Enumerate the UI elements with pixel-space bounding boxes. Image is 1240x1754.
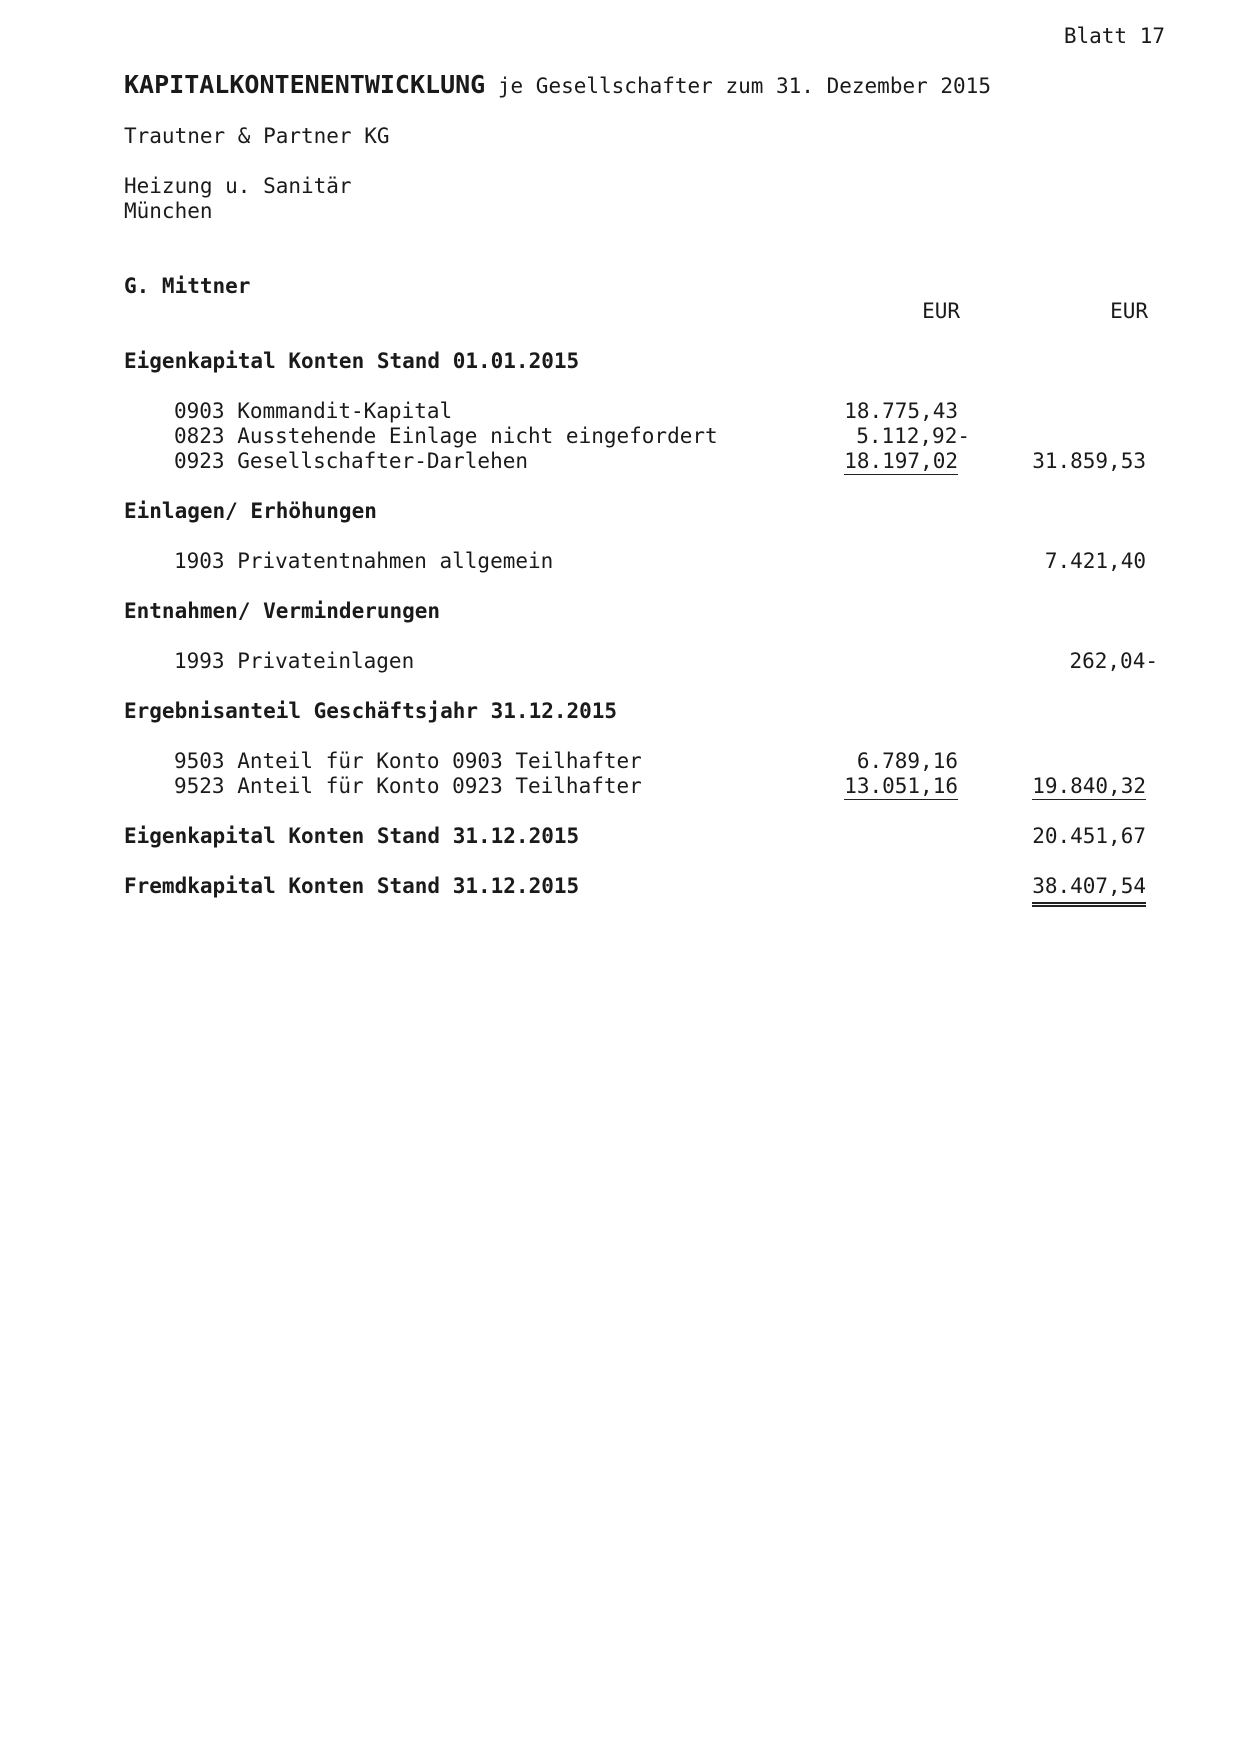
- row-value-col1: 6.789,16: [856, 749, 958, 773]
- row-label: 1993 Privateinlagen: [174, 649, 415, 673]
- title-bold: KAPITALKONTENENTWICKLUNG: [124, 70, 486, 99]
- company-line-1: Heizung u. Sanitär: [124, 174, 352, 198]
- section-heading: Einlagen/ Erhöhungen: [124, 499, 377, 523]
- row-value-col1: 5.112,92-: [856, 424, 970, 448]
- page-label: Blatt 17: [1063, 24, 1165, 48]
- equity-total-value: 20.451,67: [1032, 824, 1146, 848]
- row-label: 0823 Ausstehende Einlage nicht eingefordert: [174, 424, 718, 448]
- document-title: [124, 72, 991, 97]
- row-value-col2: 31.859,53: [1032, 449, 1146, 473]
- column-header-1: EUR: [922, 299, 960, 323]
- section-heading: Eigenkapital Konten Stand 01.01.2015: [124, 349, 580, 373]
- debt-total-value: 38.407,54: [1032, 876, 1146, 907]
- row-value-col2: 19.840,32: [1032, 774, 1146, 798]
- row-value-col1: 18.775,43: [844, 399, 958, 423]
- company-name: Trautner & Partner KG: [124, 124, 390, 148]
- row-value-col1: 13.051,16: [844, 774, 958, 798]
- title-rest: je Gesellschafter zum 31. Dezember 2015: [485, 74, 991, 98]
- partner-name: G. Mittner: [124, 274, 251, 298]
- section-heading: Ergebnisanteil Geschäftsjahr 31.12.2015: [124, 699, 618, 723]
- section-heading: Entnahmen/ Verminderungen: [124, 599, 441, 623]
- row-label: 9523 Anteil für Konto 0923 Teilhafter: [174, 774, 642, 798]
- company-line-2: München: [124, 199, 213, 223]
- row-value-col2: 262,04-: [1069, 649, 1158, 673]
- column-header-2: EUR: [1110, 299, 1148, 323]
- equity-total-label: Eigenkapital Konten Stand 31.12.2015: [124, 824, 580, 848]
- row-value-col1: 18.197,02: [844, 449, 958, 473]
- row-label: 0903 Kommandit-Kapital: [174, 399, 453, 423]
- row-label: 1903 Privatentnahmen allgemein: [174, 549, 554, 573]
- row-value-col2: 7.421,40: [1044, 549, 1146, 573]
- debt-total-label: Fremdkapital Konten Stand 31.12.2015: [124, 874, 580, 898]
- row-label: 9503 Anteil für Konto 0903 Teilhafter: [174, 749, 642, 773]
- row-label: 0923 Gesellschafter-Darlehen: [174, 449, 529, 473]
